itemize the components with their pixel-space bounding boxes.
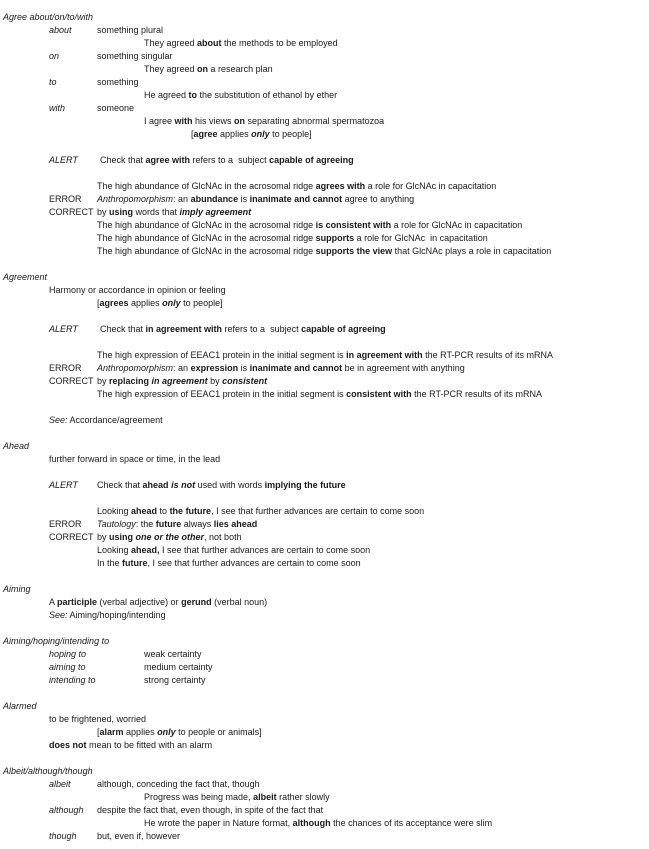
text-segment: capable of agreeing <box>269 155 354 165</box>
entry-line <box>49 714 146 725</box>
text-segment: participle <box>57 597 98 607</box>
entry-line <box>49 415 163 426</box>
text-segment: gerund <box>181 597 212 607</box>
entry-line <box>144 675 206 686</box>
text-segment: agree <box>193 129 218 139</box>
text-segment: the substitution of ethanol by ether <box>197 90 338 100</box>
entry-line <box>97 207 251 218</box>
entry-line <box>49 779 71 790</box>
text-segment: Albeit/although/though <box>3 766 93 776</box>
entry-line <box>97 779 260 790</box>
text-segment: They agreed <box>144 64 198 74</box>
text-segment: future <box>155 519 182 529</box>
text-segment: ERROR <box>49 363 82 373</box>
entry-line <box>49 675 96 686</box>
text-segment: despite the fact that, even though, in spite of the fact that <box>97 805 324 815</box>
text-segment: agrees <box>99 298 129 308</box>
text-segment: ahead <box>142 480 169 490</box>
entry-line <box>97 246 551 257</box>
entry-line <box>97 51 173 62</box>
text-segment: inanimate and cannot <box>249 194 343 204</box>
text-segment: The high abundance of GlcNAc in the acrosomal ridge <box>97 246 316 256</box>
text-segment: to <box>49 77 57 87</box>
entry-line <box>97 298 223 309</box>
text-segment: The high expression of EEAC1 protein in the initial segment is <box>97 350 347 360</box>
text-segment: weak certainty <box>144 649 202 659</box>
text-segment: ALERT <box>49 324 78 334</box>
text-segment: that GlcNAc plays a role in capacitation <box>392 246 552 256</box>
entry-line <box>97 220 522 231</box>
text-segment: something singular <box>97 51 173 61</box>
text-segment: mean to be fitted with an alarm <box>86 740 213 750</box>
entry-line <box>49 740 212 751</box>
text-segment: although <box>49 805 84 815</box>
text-segment: The high abundance of GlcNAc in the acrosomal ridge <box>97 220 316 230</box>
text-segment: agree to anything <box>342 194 415 204</box>
text-segment: capable of agreeing <box>301 324 386 334</box>
text-segment: only <box>251 129 270 139</box>
text-segment: only <box>162 298 181 308</box>
entry-line <box>49 454 220 465</box>
entry-line <box>49 532 94 543</box>
text-segment: the chances of its acceptance were slim <box>330 818 493 828</box>
text-segment: by <box>207 376 223 386</box>
text-segment: agree with <box>145 155 191 165</box>
text-segment: although <box>292 818 331 828</box>
text-segment: agrees with <box>315 181 366 191</box>
text-segment: Check that <box>100 155 146 165</box>
text-segment: on <box>234 116 246 126</box>
text-segment: [ <box>97 298 100 308</box>
text-segment: supports the view <box>315 246 393 256</box>
text-segment: Check that <box>97 480 143 490</box>
text-segment: though <box>49 831 77 841</box>
text-segment: Agreement <box>3 272 48 282</box>
entry-line <box>49 324 78 335</box>
entry-line <box>49 480 78 491</box>
text-segment: He agreed <box>144 90 189 100</box>
text-segment: A <box>49 597 58 607</box>
entry-line <box>49 376 94 387</box>
text-segment: albeit <box>253 792 277 802</box>
text-segment: to <box>157 506 170 516</box>
entry-line <box>49 519 82 530</box>
text-segment: something plural <box>97 25 164 35</box>
text-segment: Looking <box>97 545 132 555</box>
text-segment: abundance <box>190 194 239 204</box>
text-segment: by <box>97 376 110 386</box>
text-segment: on <box>197 64 209 74</box>
entry-line <box>49 649 86 660</box>
text-segment: : an <box>173 363 191 373</box>
entry-line <box>144 116 384 127</box>
text-segment: CORRECT <box>49 376 94 386</box>
text-segment: does not <box>49 740 87 750</box>
text-segment: is consistent with <box>315 220 392 230</box>
text-segment: : an <box>173 194 191 204</box>
entry-line <box>49 610 166 621</box>
text-segment: the future <box>169 506 212 516</box>
text-segment: , I see that further advances are certain to come soon <box>147 558 361 568</box>
text-segment: imply agreement <box>179 207 252 217</box>
entry-line <box>97 350 553 361</box>
text-segment: I see that further advances are certain to come soon <box>159 545 371 555</box>
text-segment: Harmony or accordance in opinion or feeling <box>49 285 226 295</box>
text-segment: in agreement <box>151 376 208 386</box>
text-segment: Anthropomorphism <box>97 194 174 204</box>
entry-line <box>144 818 492 829</box>
entry-headword <box>3 12 93 23</box>
text-segment: the RT-PCR results of its mRNA <box>411 389 543 399</box>
text-segment: is <box>238 363 250 373</box>
entry-line <box>49 25 72 36</box>
text-segment: refers to a subject <box>222 324 302 334</box>
text-segment: intending to <box>49 675 96 685</box>
entry-line <box>49 194 82 205</box>
entry-line <box>97 194 414 205</box>
entry-line <box>97 506 424 517</box>
text-segment: Progress was being made, <box>144 792 254 802</box>
text-segment: to people] <box>180 298 223 308</box>
text-segment: Check that <box>100 324 146 334</box>
text-segment: replacing <box>109 376 150 386</box>
text-segment: applies <box>128 298 163 308</box>
text-segment: : the <box>135 519 156 529</box>
entry-line <box>144 64 273 75</box>
text-segment: only <box>157 727 176 737</box>
entry-line <box>49 662 86 673</box>
text-segment: to <box>188 90 198 100</box>
text-segment: using <box>109 532 134 542</box>
text-segment: Alarmed <box>3 701 37 711</box>
text-segment: ERROR <box>49 519 82 529</box>
entry-line <box>49 155 78 166</box>
text-segment: They agreed <box>144 38 198 48</box>
text-segment: albeit <box>49 779 71 789</box>
entry-line <box>97 103 134 114</box>
text-segment: further forward in space or time, in the lead <box>49 454 221 464</box>
text-segment: The high expression of EEAC1 protein in the initial segment is <box>97 389 347 399</box>
text-segment: a role for GlcNAc in capacitation <box>354 233 488 243</box>
text-segment: The high abundance of GlcNAc in the acrosomal ridge <box>97 181 316 191</box>
text-segment: in agreement with <box>145 324 223 334</box>
entry-line <box>49 103 65 114</box>
text-segment: in agreement with <box>346 350 423 360</box>
text-segment: CORRECT <box>49 532 94 542</box>
entry-line <box>100 155 354 166</box>
text-segment: , not both <box>204 532 242 542</box>
text-segment: one or the other <box>135 532 205 542</box>
text-segment: is <box>238 194 250 204</box>
entry-headword <box>3 701 37 712</box>
text-segment: although, conceding the fact that, though <box>97 779 260 789</box>
entry-headword <box>3 584 31 595</box>
text-segment: by <box>97 532 110 542</box>
text-segment: Aiming/hoping/intending to <box>3 636 110 646</box>
text-segment: applies <box>123 727 158 737</box>
text-segment: with <box>49 103 66 113</box>
text-segment: refers to a subject <box>190 155 270 165</box>
entry-line <box>97 363 465 374</box>
entry-line <box>97 480 346 491</box>
entry-line <box>97 519 257 530</box>
text-segment: ALERT <box>49 155 78 165</box>
entry-line <box>97 558 361 569</box>
text-segment: about <box>49 25 72 35</box>
entry-line <box>97 233 488 244</box>
entry-line <box>49 831 77 842</box>
text-segment: to people or animals] <box>175 727 262 737</box>
text-segment: Agree about/on/to/with <box>3 12 94 22</box>
text-segment: applies <box>217 129 252 139</box>
text-segment: inanimate and cannot <box>249 363 343 373</box>
entry-line <box>144 662 213 673</box>
text-segment: He wrote the paper in Nature format, <box>144 818 293 828</box>
text-segment: about <box>197 38 222 48</box>
text-segment: [ <box>191 129 194 139</box>
entry-line <box>49 51 59 62</box>
text-segment: future <box>122 558 148 568</box>
text-segment: hoping to <box>49 649 87 659</box>
entry-line <box>49 77 57 88</box>
text-segment: to be frightened, worried <box>49 714 147 724</box>
entry-line <box>97 727 262 738</box>
text-segment: implying the future <box>264 480 346 490</box>
text-segment: CORRECT <box>49 207 94 217</box>
text-segment: (verbal adjective) or <box>97 597 182 607</box>
entry-line <box>49 805 84 816</box>
text-segment: by <box>97 207 110 217</box>
text-segment: ALERT <box>49 480 78 490</box>
entry-line <box>191 129 312 140</box>
entry-line <box>49 597 267 608</box>
text-segment: The high abundance of GlcNAc in the acrosomal ridge <box>97 233 316 243</box>
entry-line <box>49 363 82 374</box>
text-segment: I agree <box>144 116 175 126</box>
entry-line <box>49 285 226 296</box>
text-segment: used with words <box>195 480 265 490</box>
entry-headword <box>3 636 109 647</box>
text-segment: supports <box>315 233 355 243</box>
entry-headword <box>3 766 93 777</box>
entry-line <box>97 805 323 816</box>
entry-line <box>144 38 338 49</box>
entry-headword <box>3 272 47 283</box>
text-segment: a research plan <box>208 64 273 74</box>
entry-line <box>97 181 496 192</box>
entry-line <box>144 792 330 803</box>
entry-line <box>144 649 202 660</box>
text-segment: See: <box>49 610 68 620</box>
text-segment: medium certainty <box>144 662 213 672</box>
text-segment: In the <box>97 558 123 568</box>
text-segment: strong certainty <box>144 675 206 685</box>
text-segment: the methods to be employed <box>221 38 338 48</box>
entry-line <box>97 831 180 842</box>
text-segment: words that <box>133 207 180 217</box>
entry-line <box>49 207 94 218</box>
entry-line <box>97 77 139 88</box>
text-segment: ahead, <box>131 545 160 555</box>
text-segment: is not <box>171 480 196 490</box>
text-segment: ERROR <box>49 194 82 204</box>
text-segment: , I see that further advances are certain to come soon <box>211 506 425 516</box>
text-segment: lies ahead <box>213 519 258 529</box>
text-segment: using <box>109 207 134 217</box>
text-segment: someone <box>97 103 135 113</box>
text-segment: a role for GlcNAc in capacitation <box>365 181 497 191</box>
text-segment: consistent <box>222 376 268 386</box>
entry-line <box>97 389 542 400</box>
text-segment: the RT-PCR results of its mRNA <box>422 350 554 360</box>
entry-line <box>97 545 370 556</box>
text-segment: be in agreement with anything <box>342 363 465 373</box>
entry-line <box>144 90 337 101</box>
text-segment: on <box>49 51 60 61</box>
text-segment: with <box>174 116 193 126</box>
text-segment: separating abnormal spermatozoa <box>245 116 385 126</box>
text-segment: See: <box>49 415 68 425</box>
entry-line <box>97 25 163 36</box>
text-segment: Anthropomorphism <box>97 363 174 373</box>
text-segment: aiming to <box>49 662 86 672</box>
entry-headword <box>3 441 29 452</box>
text-segment: his views <box>192 116 235 126</box>
text-segment: a role for GlcNAc in capacitation <box>391 220 523 230</box>
text-segment: something <box>97 77 139 87</box>
entry-line <box>97 532 242 543</box>
text-segment: alarm <box>99 727 124 737</box>
text-segment: always <box>181 519 214 529</box>
text-segment: (verbal noun) <box>211 597 268 607</box>
text-segment: rather slowly <box>276 792 330 802</box>
entry-line <box>97 376 267 387</box>
text-segment: Tautology <box>97 519 136 529</box>
text-segment: Aiming/hoping/intending <box>67 610 166 620</box>
text-segment: consistent with <box>346 389 412 399</box>
text-segment: Accordance/agreement <box>67 415 163 425</box>
text-segment: Aiming <box>3 584 31 594</box>
text-segment: ahead <box>131 506 158 516</box>
text-segment: to people] <box>269 129 312 139</box>
entry-line <box>100 324 386 335</box>
text-segment: [ <box>97 727 100 737</box>
text-segment: Looking <box>97 506 132 516</box>
text-segment: expression <box>190 363 239 373</box>
text-segment: Ahead <box>3 441 30 451</box>
text-segment: but, even if, however <box>97 831 181 841</box>
